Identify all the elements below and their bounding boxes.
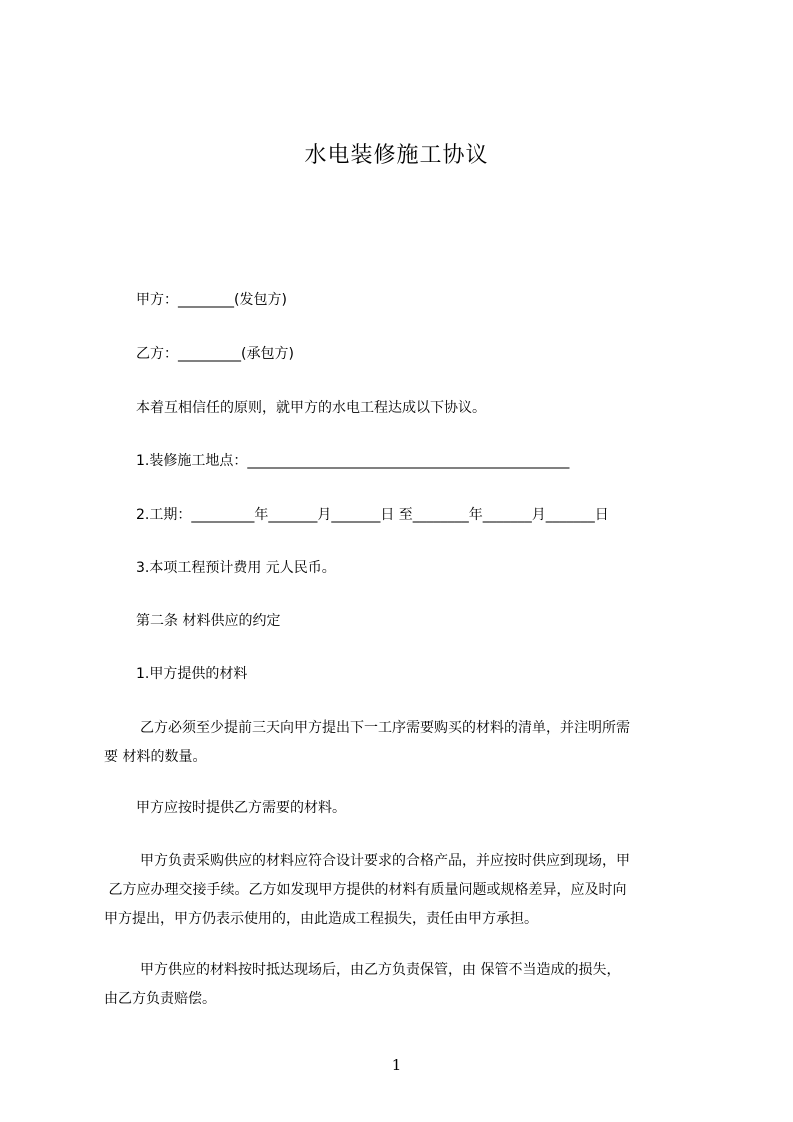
paragraph-line: 甲方供应的材料按时抵达现场后，由乙方负责保管，由 保管不当造成的损失， [140, 962, 621, 978]
item-cost-line: 3.本项工程预计费用 元人民币。 [136, 560, 336, 576]
paragraph-line: 乙方必须至少提前三天向甲方提出下一工序需要购买的材料的清单，并注明所需 [140, 720, 630, 736]
sub-materials-heading: 1.甲方提供的材料 [136, 666, 248, 682]
page-number: 1 [391, 1056, 402, 1074]
paragraph-line: 由乙方负责赔偿。 [104, 991, 216, 1007]
paragraph-line: 乙方应办理交接手续。乙方如发现甲方提供的材料有质量问题或规格差异，应及时向 [104, 882, 627, 898]
article-two-heading: 第二条 材料供应的约定 [136, 613, 281, 629]
paragraph-line: 要 材料的数量。 [104, 749, 207, 765]
paragraph-material-quality [104, 847, 704, 934]
paragraph-material-list [104, 714, 704, 772]
paragraph-material-custody [104, 956, 704, 1014]
paragraph-line: 甲方负责采购供应的材料应符合设计要求的合格产品，并应按时供应到现场，甲 [140, 853, 630, 869]
paragraph-line: 甲方提出，甲方仍表示使用的，由此造成工程损失，责任由甲方承担。 [104, 911, 538, 927]
item-duration-line: 2.工期：_________年_______月_______日 至________年_______月_______日 [136, 507, 609, 523]
document-title: 水电装修施工协议 [304, 143, 489, 168]
intro-line: 本着互相信任的原则，就甲方的水电工程达成以下协议。 [136, 400, 486, 416]
item-location-line: 1.装修施工地点：______________________________________________ [136, 453, 570, 469]
paragraph-material-supply [104, 794, 704, 823]
party-b-line: 乙方：_________(承包方) [136, 346, 294, 362]
party-a-line: 甲方：________(发包方) [136, 292, 287, 308]
paragraph-line: 甲方应按时提供乙方需要的材料。 [136, 800, 346, 816]
